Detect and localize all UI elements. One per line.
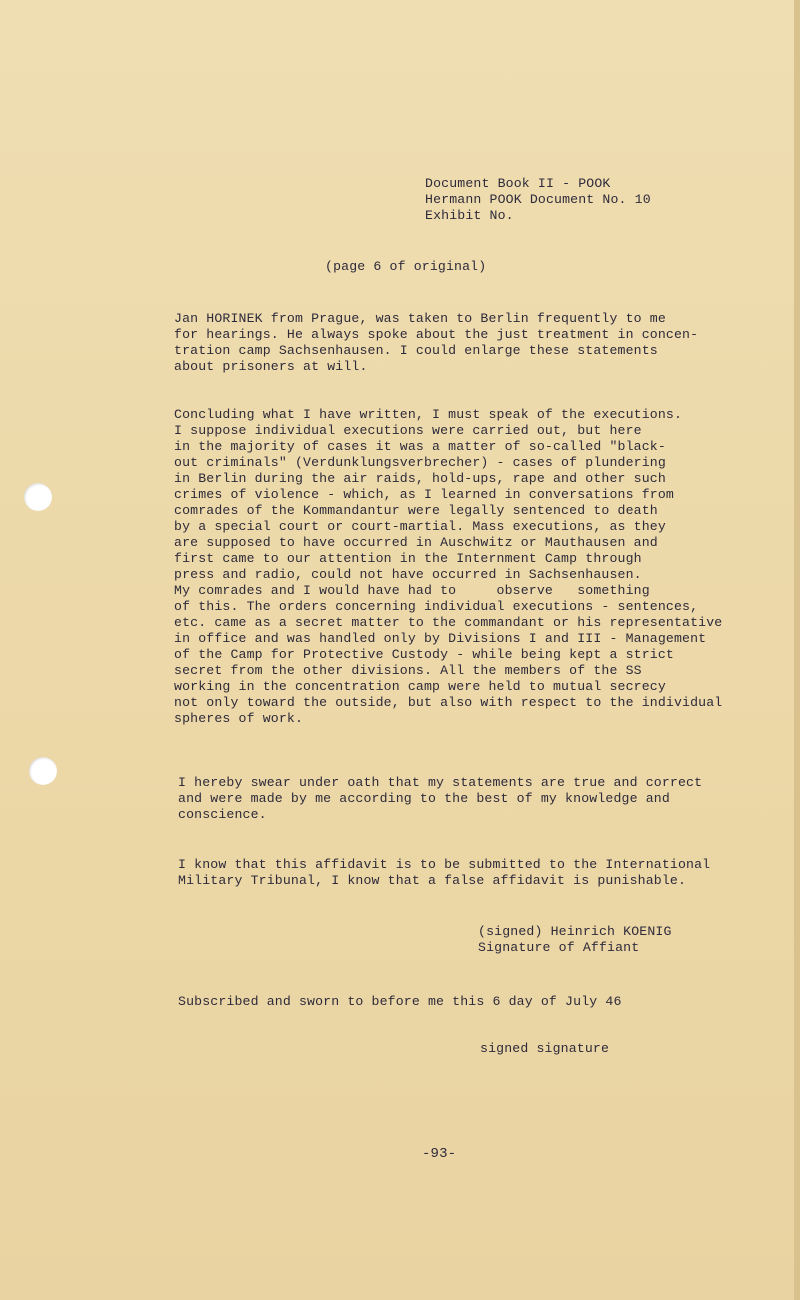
paragraph-affidavit: I know that this affidavit is to be submitted to the International Military Tribunal, I know that a false affidavit is punishable. <box>178 857 711 888</box>
paragraph-executions: Concluding what I have written, I must speak of the executions. I suppose individual executions were carried out, but here in the majority of cases it was a matter of so-called "black- out criminals" (Verdunklungsverbrecher) - cases of plundering in Berlin during the air raids, hold-ups, rape and other such crimes of violence - which, as I learned in conversations from comrades of the Kommandantur were legally sentenced to death by a special court or court-martial. Mass executions, as they are supposed to have occurred in Auschwitz or Mauthausen and first came to our attention in the Internment Camp through press and radio, could not have occurred in Sachsenhausen. My comrades and I would have had to observe something of this. The orders concerning individual executions - sentences, etc. came as a secret matter to the commandant or his representative in office and was handled only by Divisions I and III - Management of the Camp for Protective Custody - while being kept a strict secret from the other divisions. All the members of the SS working in the concentration camp were held to mutual secrecy not only toward the outside, but also with respect to the individual spheres of work. <box>174 407 723 726</box>
notary-signature: signed signature <box>480 1041 610 1056</box>
page-reference: (page 6 of original) <box>325 259 487 274</box>
page-edge <box>794 0 800 1300</box>
paragraph-oath: I hereby swear under oath that my statements are true and correct and were made by me according to the best of my knowledge and conscience. <box>178 775 703 822</box>
document-header: Document Book II - POOK Hermann POOK Document No. 10 Exhibit No. <box>425 176 651 223</box>
affiant-signature-block: (signed) Heinrich KOENIG Signature of Affiant <box>478 924 672 955</box>
paragraph-horinek: Jan HORINEK from Prague, was taken to Berlin frequently to me for hearings. He always spoke about the just treatment in concen- tration camp Sachsenhausen. I could enlarge these statements about prisoners at will. <box>174 311 699 374</box>
punch-hole-lower <box>29 757 57 785</box>
page-number: -93- <box>422 1146 457 1162</box>
punch-hole-upper <box>24 483 52 511</box>
subscribed-sworn-line: Subscribed and sworn to before me this 6 day of July 46 <box>178 994 622 1009</box>
